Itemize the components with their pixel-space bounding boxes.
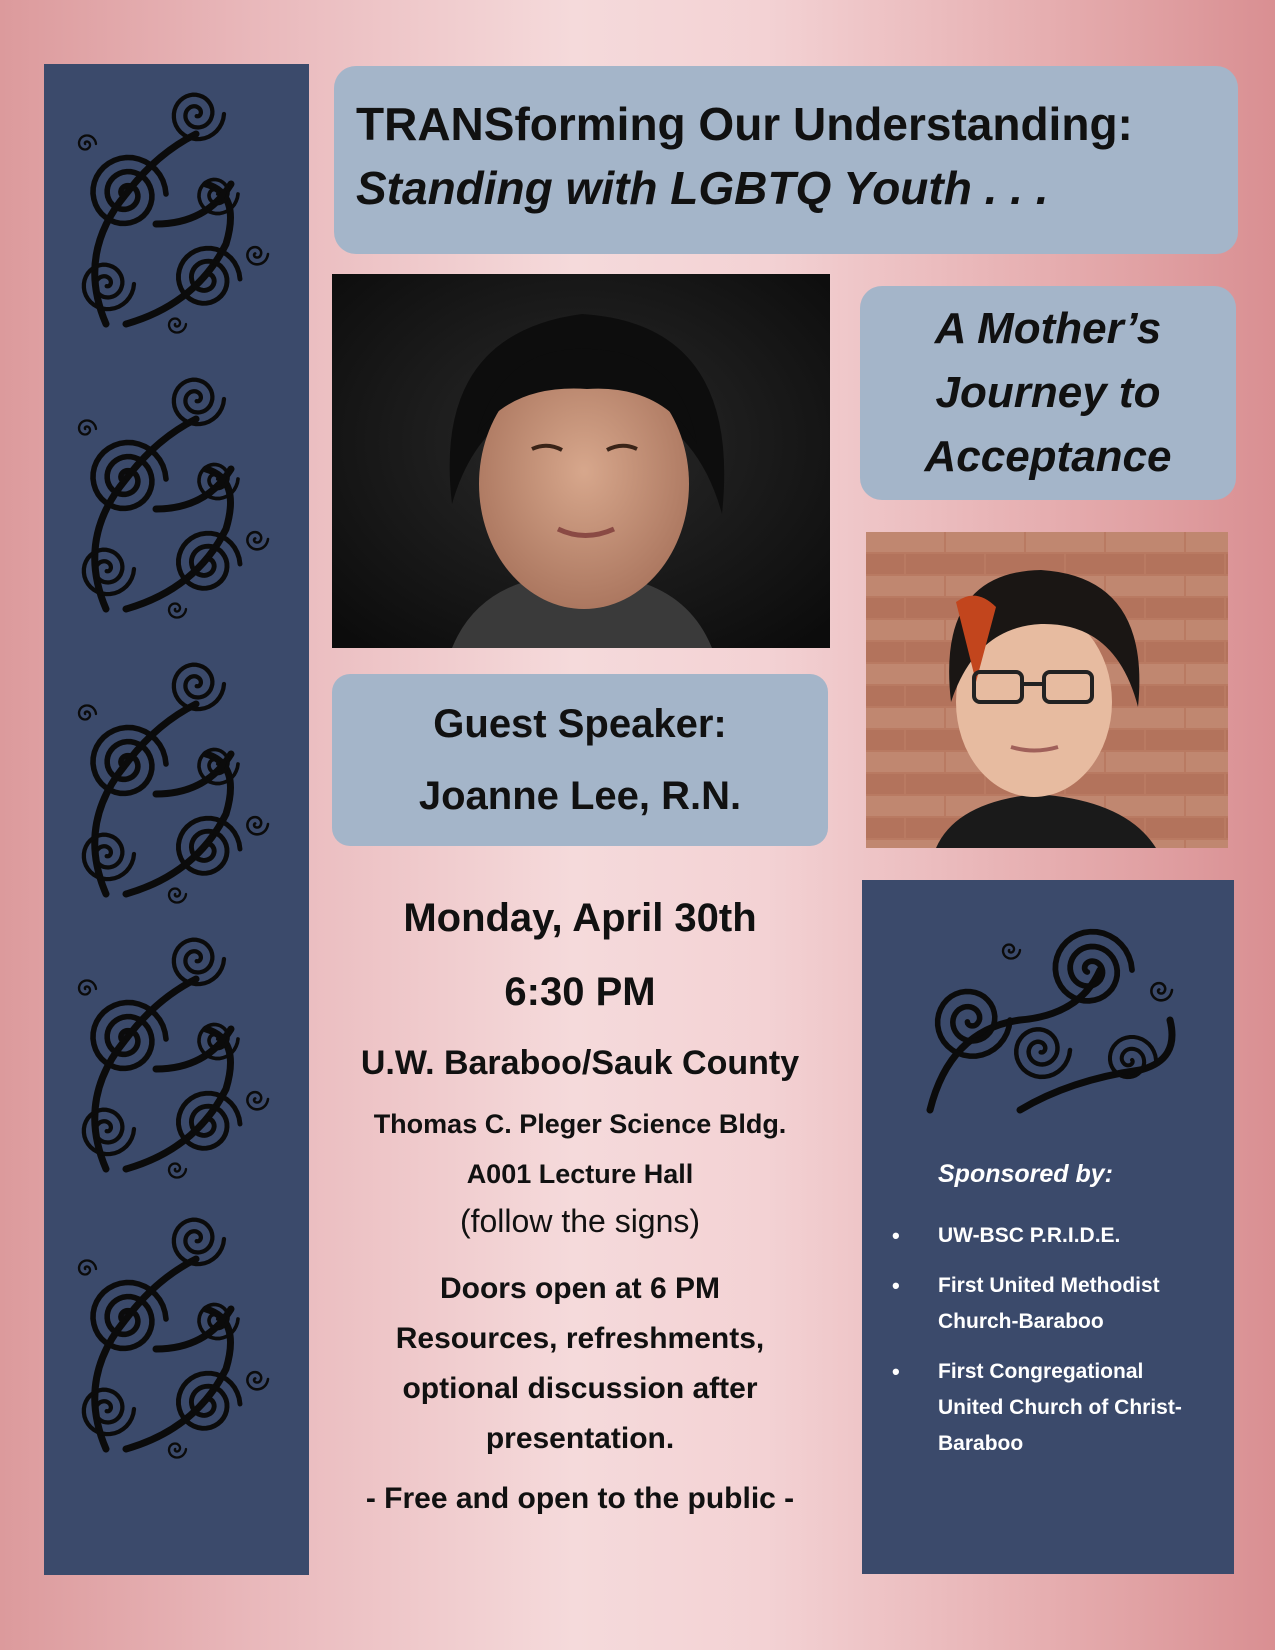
subtitle-line: A Mother’s xyxy=(934,304,1162,353)
sponsor-item xyxy=(892,1268,1218,1340)
doors-info-line: optional discussion after xyxy=(402,1372,758,1405)
sponsor-item-line: Church-Baraboo xyxy=(938,1310,1104,1333)
venue-campus: U.W. Baraboo/Sauk County xyxy=(360,1044,800,1082)
sponsor-heading: Sponsored by: xyxy=(938,1160,1114,1188)
subtitle-line: Acceptance xyxy=(924,432,1172,481)
sponsor-item-line: • UW-BSC P.R.I.D.E. xyxy=(938,1224,1121,1247)
sponsor-item xyxy=(892,1218,1218,1254)
event-details xyxy=(318,880,842,1524)
guest-speaker-box xyxy=(332,674,828,846)
event-date: Monday, April 30th xyxy=(403,896,757,940)
venue-building: Thomas C. Pleger Science Bldg. xyxy=(373,1109,787,1139)
venue-note: (follow the signs) xyxy=(459,1203,701,1239)
spiral-swirl-icon xyxy=(66,359,286,629)
sponsor-panel xyxy=(862,880,1234,1574)
subtitle-box xyxy=(860,286,1236,500)
guest-speaker-label: Guest Speaker: xyxy=(433,702,727,746)
venue-room: A001 Lecture Hall xyxy=(466,1159,694,1189)
sponsor-item xyxy=(892,1354,1218,1462)
doors-info-line: Resources, refreshments, xyxy=(395,1322,765,1355)
left-swirl-panel xyxy=(44,64,309,1575)
spiral-swirl-icon xyxy=(66,644,286,914)
doors-info-line: Doors open at 6 PM xyxy=(439,1272,721,1305)
title-subtitle: Standing with LGBTQ Youth . . . xyxy=(356,162,1049,214)
sponsor-item-line: United Church of Christ- xyxy=(938,1396,1182,1419)
event-time: 6:30 PM xyxy=(504,970,656,1014)
sponsor-item-line: Baraboo xyxy=(938,1432,1024,1455)
subtitle-line: Journey to xyxy=(935,368,1161,417)
sponsor-item-line: • First United Methodist xyxy=(938,1274,1160,1297)
spiral-swirl-icon xyxy=(66,919,286,1189)
speaker-photo xyxy=(332,274,830,648)
sponsor-item-line: • First Congregational xyxy=(938,1360,1144,1383)
spiral-swirl-icon xyxy=(910,910,1200,1130)
spiral-swirl-icon xyxy=(66,74,286,344)
spiral-swirl-icon xyxy=(66,1199,286,1469)
free-admission-note: - Free and open to the public - xyxy=(365,1482,795,1515)
title-main: TRANSforming Our Understanding: xyxy=(356,98,1133,150)
youth-photo xyxy=(866,532,1228,848)
title-box xyxy=(334,66,1238,254)
guest-speaker-name: Joanne Lee, R.N. xyxy=(418,774,742,818)
doors-info-line: presentation. xyxy=(485,1422,675,1455)
doors-info xyxy=(318,1264,842,1464)
sponsor-list xyxy=(892,1218,1218,1476)
